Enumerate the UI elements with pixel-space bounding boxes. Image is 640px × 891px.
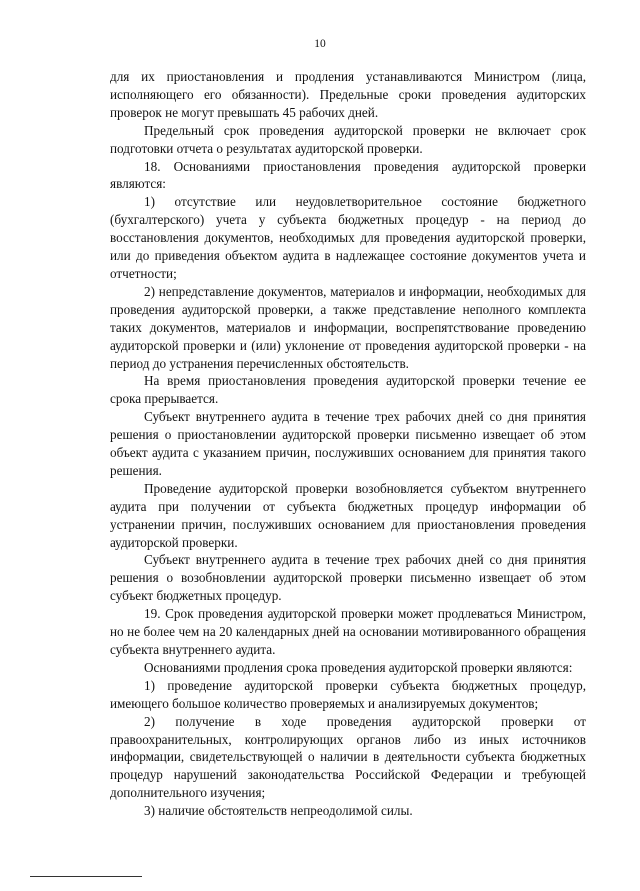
paragraph-clause-18-heading: 18. Основаниями приостановления проведения аудиторской проверки являются: — [110, 158, 586, 192]
paragraph-continuation: для их приостановления и продления устанавливаются Министром (лица, исполняющего его обязанности). Предельные сроки проведения аудиторских проверок не могут превышать 45 рабочих дней. — [110, 69, 586, 120]
paragraph-extension-item-1: 1) проведение аудиторской проверки субъекта бюджетных процедур, имеющего большое количество проверяемых и анализируемых документов; — [110, 677, 586, 711]
footnote-separator-rule — [30, 876, 142, 877]
paragraph-suspension-interrupts-term: На время приостановления проведения аудиторской проверки течение ее срока прерывается. — [110, 373, 586, 407]
paragraph-clause-19: 19. Срок проведения аудиторской проверки может продлеваться Министром, но не более чем на 20 календарных дней на основании мотивированного обращения субъекта внутреннего аудита. — [110, 606, 586, 657]
paragraph-clause-18-item-1: 1) отсутствие или неудовлетворительное состояние бюджетного (бухгалтерского) учета у субъекта бюджетных процедур - на период до восстановления документов, необходимых для проведения аудиторской проверки, или до приведения объектом аудита в надлежащее состояние документов учета и отчетности; — [110, 194, 586, 281]
paragraph-extension-item-2: 2) получение в ходе проведения аудиторской проверки от правоохранительных, контролирующих органов либо из иных источников информации, свидетельствующей о наличии в деятельности субъекта бюджетных процедур нарушений законодательства Российской Федерации и требующей дополнительного изучения; — [110, 713, 586, 801]
paragraph-resumption: Проведение аудиторской проверки возобновляется субъектом внутреннего аудита при получении от субъекта бюджетных процедур информации об устранении причин, послуживших основанием для приостановления проведения аудиторской проверки. — [110, 480, 586, 550]
document-body — [110, 68, 586, 820]
paragraph-audit-term-limit: Предельный срок проведения аудиторской проверки не включает срок подготовки отчета о результатах аудиторской проверки. — [110, 122, 586, 156]
paragraph-resumption-notice: Субъект внутреннего аудита в течение трех рабочих дней со дня принятия решения о возобновлении аудиторской проверки письменно извещает об этом субъект бюджетных процедур. — [110, 552, 586, 604]
paragraph-extension-grounds-heading: Основаниями продления срока проведения аудиторской проверки являются: — [144, 659, 573, 675]
paragraph-clause-18-item-2: 2) непредставление документов, материалов и информации, необходимых для проведения аудиторской проверки, а также представление неполного комплекта таких документов, материалов и информации, воспрепятствование проведению аудиторской проверки и (или) уклонение от проведения аудиторской проверки - на период до устранения перечисленных обстоятельств. — [110, 283, 586, 371]
page-number: 10 — [314, 38, 326, 50]
paragraph-suspension-notice: Субъект внутреннего аудита в течение трех рабочих дней со дня принятия решения о приостановлении аудиторской проверки письменно извещает об этом объект аудита с указанием причин, послуживших основанием для принятия такого решения. — [110, 409, 586, 478]
paragraph-extension-item-3: 3) наличие обстоятельств непреодолимой силы. — [144, 803, 413, 819]
